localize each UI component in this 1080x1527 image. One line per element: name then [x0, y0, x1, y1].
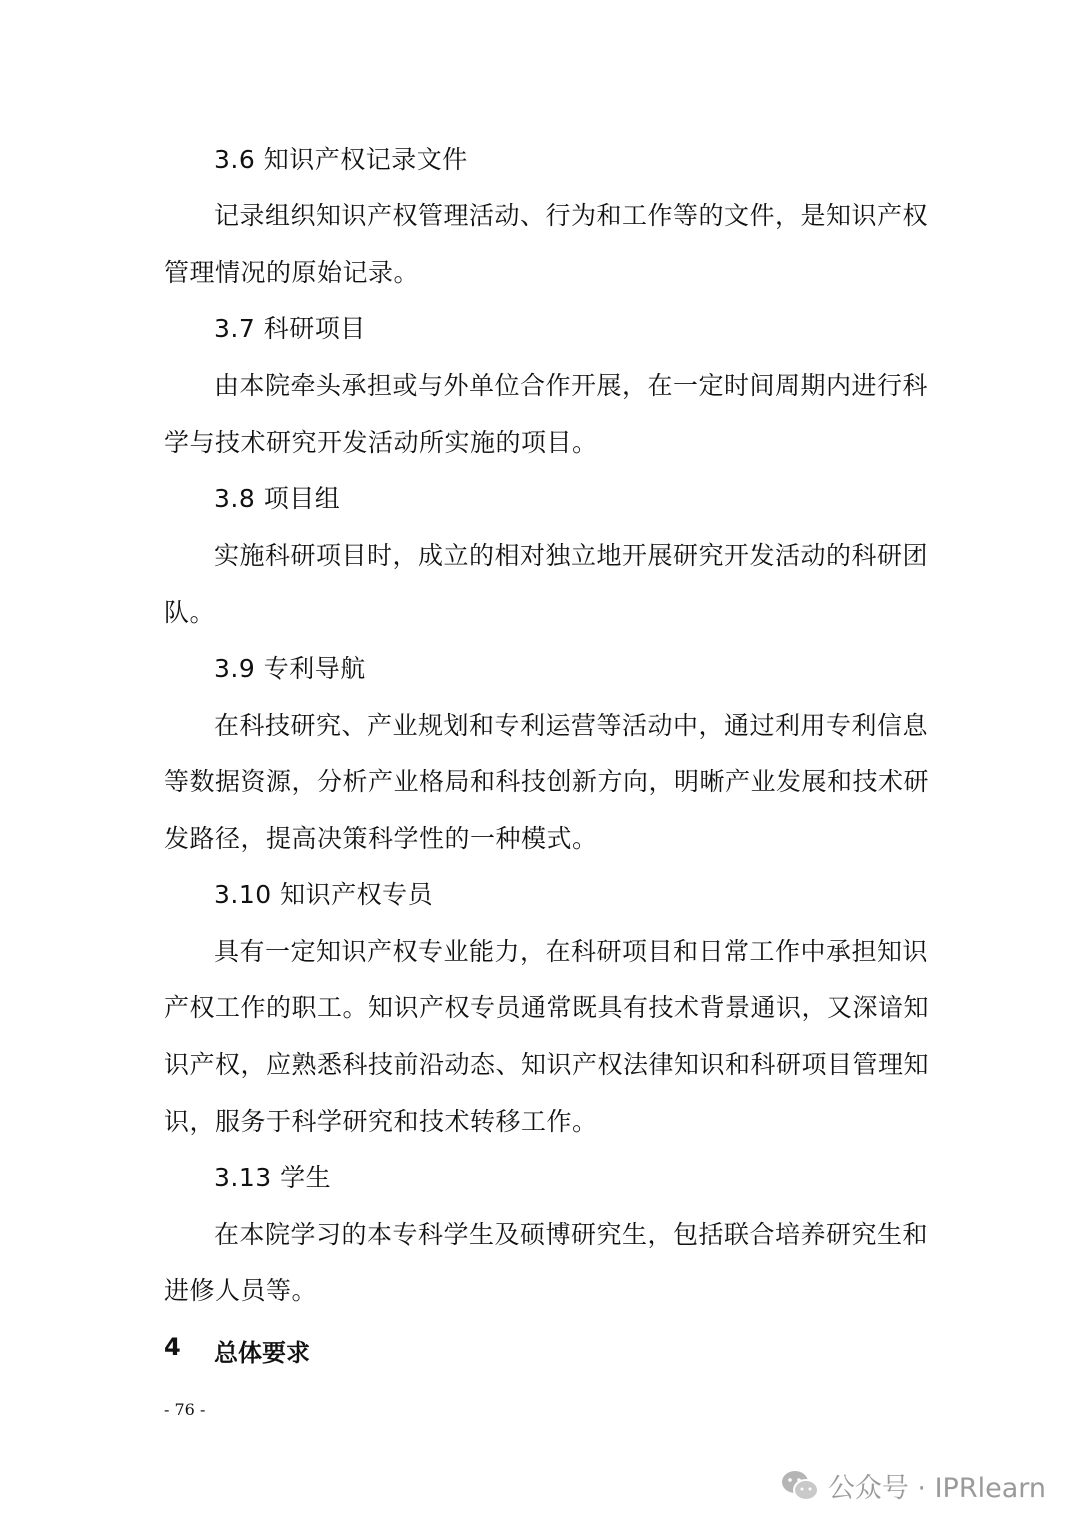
section-heading-3-7: 3.7 科研项目: [214, 314, 366, 343]
section-heading-3-6: 3.6 知识产权记录文件: [214, 145, 468, 174]
section-heading-3-10: 3.10 知识产权专员: [214, 880, 434, 909]
section-heading-3-8: 3.8 项目组: [214, 484, 341, 513]
paragraph-line: 在本院学习的本专科学生及硕博研究生，包括联合培养研究生和: [214, 1220, 929, 1249]
section-heading-3-13: 3.13 学生: [214, 1163, 332, 1192]
paragraph-line: 进修人员等。: [164, 1276, 318, 1305]
paragraph-line: 识产权，应熟悉科技前沿动态、知识产权法律知识和科研项目管理知: [164, 1050, 930, 1079]
page-number: - 76 -: [164, 1400, 206, 1419]
paragraph-line: 学与技术研究开发活动所实施的项目。: [164, 428, 598, 457]
paragraph-line: 队。: [164, 598, 216, 627]
section-heading-3-9: 3.9 专利导航: [214, 654, 366, 683]
paragraph-line: 记录组织知识产权管理活动、行为和工作等的文件，是知识产权: [214, 201, 929, 230]
paragraph-line: 等数据资源，分析产业格局和科技创新方向，明晰产业发展和技术研: [164, 767, 930, 796]
paragraph-line: 实施科研项目时，成立的相对独立地开展研究开发活动的科研团: [214, 541, 929, 570]
paragraph-line: 管理情况的原始记录。: [164, 258, 420, 287]
paragraph-line: 由本院牵头承担或与外单位合作开展，在一定时间周期内进行科: [214, 371, 929, 400]
wechat-icon: [780, 1469, 820, 1503]
paragraph-line: 识，服务于科学研究和技术转移工作。: [164, 1107, 598, 1136]
paragraph-line: 具有一定知识产权专业能力，在科研项目和日常工作中承担知识: [214, 937, 929, 966]
watermark: [780, 1466, 1046, 1505]
paragraph-line: 在科技研究、产业规划和专利运营等活动中，通过利用专利信息: [214, 711, 929, 740]
paragraph-line: 发路径，提高决策科学性的一种模式。: [164, 824, 598, 853]
paragraph-line: 产权工作的职工。知识产权专员通常既具有技术背景通识，又深谙知: [164, 993, 930, 1022]
chapter-number: 4: [164, 1333, 181, 1361]
watermark-text: 公众号 · IPRlearn: [827, 1473, 1046, 1504]
chapter-title: 总体要求: [214, 1339, 310, 1367]
